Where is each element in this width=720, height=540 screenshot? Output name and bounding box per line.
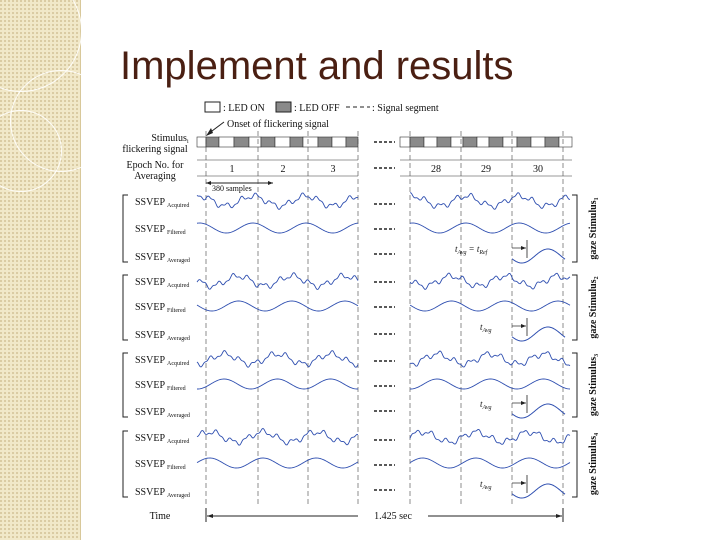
ssvep-acquired-wave [197, 193, 358, 209]
left-bracket [123, 275, 128, 340]
stimulus-segment [400, 137, 410, 147]
epoch-number: 28 [431, 164, 441, 175]
samples-label: 380 samples [212, 184, 252, 193]
stimulus-segment [531, 137, 545, 147]
ssvep-averaged-wave [512, 249, 565, 263]
ssvep-averaged-wave [512, 484, 565, 498]
ssvep-row-label: SSVEP $_{Averaged}$ [135, 487, 190, 499]
left-bracket [123, 431, 128, 497]
stimulus-segment [437, 137, 451, 147]
stimulus-segment [463, 137, 477, 147]
legend-led-off: : LED OFF [294, 103, 340, 114]
ssvep-acquired-wave [410, 429, 570, 444]
stimulus-segment [503, 137, 517, 147]
stimulus-segment [332, 137, 346, 147]
ssvep-row-label: SSVEP $_{Averaged}$ [135, 330, 190, 342]
averaging-time-label: $t_{Avg}$ [480, 399, 492, 411]
samples-arrowhead-right [268, 181, 273, 185]
onset-label: Onset of flickering signal [227, 119, 329, 130]
ssvep-row-label: SSVEP $_{Acquired}$ [135, 355, 190, 367]
gaze-stimulus-labels [588, 197, 600, 495]
legend-led-on: : LED ON [223, 103, 265, 114]
peak-arrowhead [521, 481, 526, 485]
gaze-stimulus-label: gaze Stimulus$_2$ [588, 276, 600, 339]
ssvep-row-label: SSVEP $_{Averaged}$ [135, 252, 190, 264]
stimulus-segment [234, 137, 249, 147]
slide-title: Implement and results [120, 44, 514, 88]
right-bracket [572, 431, 577, 497]
stimulus-segment [275, 137, 290, 147]
ssvep-row-label: SSVEP $_{Filtered}$ [135, 380, 186, 392]
averaging-time-label: $t_{Avg} = t_{Ref}$ [455, 244, 488, 256]
ssvep-filtered-wave [410, 458, 570, 468]
averaging-time-label: $t_{Avg}$ [480, 479, 492, 491]
ssvep-acquired-wave [410, 193, 570, 210]
epoch-number: 30 [533, 164, 543, 175]
stimulus-segment [197, 137, 206, 147]
ssvep-averaged-wave [512, 404, 565, 418]
stimulus-segment [261, 137, 275, 147]
stimulus-segment [559, 137, 572, 147]
left-bracket [123, 195, 128, 262]
duration-label: 1.425 sec [374, 511, 412, 522]
stimulus-segment [290, 137, 303, 147]
legend-led-off-swatch [276, 102, 291, 112]
ssvep-filtered-wave [197, 379, 358, 389]
ssvep-row-label: SSVEP $_{Acquired}$ [135, 277, 190, 289]
time-label: Time [149, 511, 171, 522]
stimulus-segment [477, 137, 489, 147]
stimulus-segment [219, 137, 234, 147]
peak-arrowhead [521, 401, 526, 405]
ssvep-filtered-wave [197, 301, 358, 311]
epoch-number: 29 [481, 164, 491, 175]
ssvep-signals [197, 193, 570, 498]
ssvep-row-label: SSVEP $_{Acquired}$ [135, 433, 190, 445]
ssvep-row-label: SSVEP $_{Acquired}$ [135, 197, 190, 209]
right-bracket [572, 353, 577, 417]
row-labels [123, 195, 577, 499]
ssvep-acquired-wave [197, 428, 358, 445]
onset-arrowhead [206, 128, 213, 136]
stimulus-segment [206, 137, 219, 147]
stimulus-segment [517, 137, 531, 147]
ssvep-filtered-wave [410, 223, 570, 233]
ssvep-row-label: SSVEP $_{Filtered}$ [135, 224, 186, 236]
ssvep-averaged-wave [512, 327, 565, 341]
gaze-stimulus-label: gaze Stimulus$_1$ [588, 197, 600, 260]
duration-arrowhead-left [207, 514, 213, 518]
ssvep-acquired-wave [410, 351, 570, 367]
stimulus-segment [346, 137, 358, 147]
peak-arrowhead [521, 246, 526, 250]
peak-arrowhead [521, 324, 526, 328]
stimulus-segment [545, 137, 559, 147]
samples-arrowhead-left [206, 181, 211, 185]
ssvep-acquired-wave [197, 351, 358, 368]
right-bracket [572, 275, 577, 340]
stimulus-segment [410, 137, 424, 147]
ssvep-acquired-wave [410, 273, 570, 289]
stimulus-segment [318, 137, 332, 147]
legend-led-on-swatch [205, 102, 220, 112]
ssvep-filtered-wave [410, 301, 570, 311]
left-bracket [123, 353, 128, 417]
epoch-number: 1 [229, 164, 235, 175]
ssvep-row-label: SSVEP $_{Filtered}$ [135, 459, 186, 471]
gaze-stimulus-label: gaze Stimulus$_3$ [588, 353, 600, 417]
stimulus-segment [303, 137, 318, 147]
stimulus-label: Stimulus$_i$ [151, 133, 189, 145]
epoch-dividers [206, 131, 563, 506]
epoch-label-line2: Averaging [134, 171, 176, 182]
epoch-number: 2 [280, 164, 286, 175]
stimulus-segment [249, 137, 261, 147]
ssvep-row-label: SSVEP $_{Averaged}$ [135, 407, 190, 419]
legend-segment: : Signal segment [372, 103, 439, 114]
gaze-stimulus-label: gaze Stimulus$_4$ [588, 432, 600, 496]
ssvep-row-label: SSVEP $_{Filtered}$ [135, 302, 186, 314]
averaging-time-label: $t_{Avg}$ [480, 322, 492, 334]
epoch-number: 3 [330, 164, 336, 175]
ssvep-filtered-wave [197, 223, 358, 233]
stimulus-segment [489, 137, 503, 147]
ssvep-filtered-wave [410, 379, 570, 389]
right-bracket [572, 195, 577, 262]
averaging-annotations [455, 240, 527, 493]
stimulus-label-line2: flickering signal [122, 144, 188, 155]
epoch-label: Epoch No. for [126, 160, 184, 171]
stimulus-segment [424, 137, 437, 147]
ssvep-acquired-wave [197, 273, 358, 290]
ssvep-filtered-wave [197, 458, 358, 468]
duration-arrowhead-right [556, 514, 562, 518]
